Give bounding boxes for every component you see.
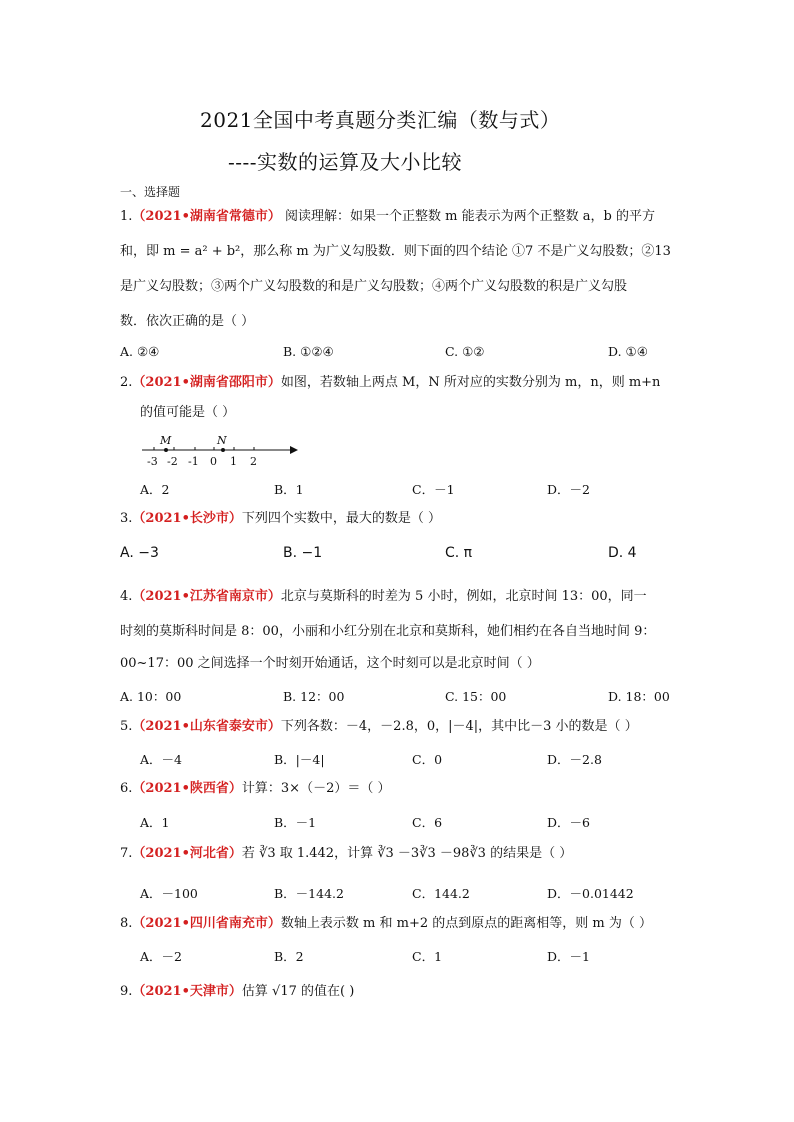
document-title: 2021全国中考真题分类汇编（数与式）: [200, 108, 561, 132]
question-number: 9.: [120, 984, 133, 999]
question-source: （2021•湖南省常德市）: [132, 209, 281, 224]
point-n: [221, 448, 225, 452]
tick-label: 1: [230, 455, 237, 468]
option-d: D．－2: [547, 482, 590, 497]
option-b: B. ①②④: [283, 344, 334, 359]
question-source: （2021•陕西省）: [132, 781, 242, 796]
point-m-label: M: [160, 434, 172, 447]
question-7-line-1: [120, 845, 572, 863]
question-number: 2.: [120, 375, 133, 390]
option-d: D. 18：00: [608, 689, 670, 704]
question-number: 1.: [120, 209, 133, 224]
question-text: 数轴上表示数 m 和 m+2 的点到原点的距离相等，则 m 为（ ）: [280, 916, 652, 931]
question-1-line-3: 是广义勾股数；③两个广义勾股数的和是广义勾股数；④两个广义勾股数的积是广义勾股: [120, 279, 628, 294]
document-subtitle: ----实数的运算及大小比较: [228, 150, 463, 174]
question-text: 如图，若数轴上两点 M，N 所对应的实数分别为 m，n，则 m+n: [280, 375, 661, 390]
option-b: B．|－4|: [274, 752, 325, 767]
option-a: A．2: [140, 482, 170, 497]
option-c: C. 15：00: [445, 689, 507, 704]
question-1-line-4: 数．依次正确的是（ ）: [120, 314, 255, 329]
question-text: 北京与莫斯科的时差为 5 小时，例如，北京时间 13：00，同一: [280, 589, 647, 604]
option-a: A. ②④: [120, 344, 160, 359]
question-text: 下列各数：－4，－2.8，0，|－4|，其中比－3 小的数是（ ）: [280, 719, 638, 734]
option-d: D. ①④: [608, 344, 648, 359]
question-4-line-3: 00~17：00 之间选择一个时刻开始通话，这个时刻可以是北京时间（ ）: [120, 656, 540, 671]
option-a: A. −3: [120, 545, 159, 561]
question-source: （2021•四川省南充市）: [132, 916, 281, 931]
option-b: B．－1: [274, 815, 317, 830]
tick-label: 2: [250, 455, 257, 468]
option-c: C. π: [445, 545, 473, 561]
question-source: （2021•山东省泰安市）: [132, 719, 281, 734]
question-text: 阅读理解：如果一个正整数 m 能表示为两个正整数 a，b 的平方: [280, 209, 655, 224]
number-line-figure: [140, 428, 300, 468]
option-b: B．2: [274, 949, 304, 964]
question-text: 下列四个实数中，最大的数是（ ）: [241, 511, 442, 526]
question-1-line-1: [120, 208, 655, 226]
option-c: C．1: [412, 949, 443, 964]
tick-label: 0: [210, 455, 217, 468]
question-3-line-1: [120, 510, 441, 528]
question-number: 3.: [120, 511, 133, 526]
option-d: D．－2.8: [547, 752, 602, 767]
question-2-line-2: 的值可能是（ ）: [140, 405, 236, 420]
option-c: C．0: [412, 752, 443, 767]
question-text: 估算 √17 的值在( ): [241, 984, 355, 999]
option-d: D．－6: [547, 815, 590, 830]
tick-label: -3: [147, 455, 158, 468]
option-d: D．－1: [547, 949, 590, 964]
option-a: A．1: [140, 815, 170, 830]
question-6-line-1: [120, 780, 390, 798]
option-b: B．－144.2: [274, 886, 344, 901]
option-b: B. 12：00: [283, 689, 345, 704]
option-d: D．－0.01442: [547, 886, 634, 901]
question-5-line-1: [120, 718, 638, 736]
option-c: C．144.2: [412, 886, 470, 901]
option-a: A．－100: [140, 886, 198, 901]
point-n-label: N: [217, 434, 227, 447]
tick-label: -2: [167, 455, 178, 468]
option-a: A．－4: [140, 752, 182, 767]
question-8-line-1: [120, 915, 652, 933]
question-text: 若 ∛3 取 1.442，计算 ∛3 －3∛3 －98∛3 的结果是（ ）: [241, 846, 573, 861]
question-number: 6.: [120, 781, 133, 796]
question-source: （2021•江苏省南京市）: [132, 589, 281, 604]
arrow-icon: [290, 446, 298, 454]
option-c: C．－1: [412, 482, 455, 497]
option-a: A．－2: [140, 949, 182, 964]
question-source: （2021•天津市）: [132, 984, 242, 999]
question-4-line-2: 时刻的莫斯科时间是 8：00，小丽和小红分别在北京和莫斯科，她们相约在各自当地时间 9：: [120, 624, 656, 639]
question-number: 4.: [120, 589, 133, 604]
option-c: C．6: [412, 815, 443, 830]
option-c: C. ①②: [445, 344, 485, 359]
question-source: （2021•河北省）: [132, 846, 242, 861]
question-2-line-1: [120, 374, 660, 392]
question-4-line-1: [120, 588, 647, 606]
option-b: B．1: [274, 482, 304, 497]
question-number: 5.: [120, 719, 133, 734]
question-number: 8.: [120, 916, 133, 931]
option-b: B. −1: [283, 545, 323, 561]
option-d: D. 4: [608, 545, 637, 561]
question-number: 7.: [120, 846, 133, 861]
tick-label: -1: [188, 455, 199, 468]
option-a: A. 10：00: [120, 689, 182, 704]
question-9-line-1: [120, 983, 354, 1001]
section-heading: 一、选择题: [120, 185, 181, 199]
point-m: [164, 448, 168, 452]
question-source: （2021•湖南省邵阳市）: [132, 375, 281, 390]
question-source: （2021•长沙市）: [132, 511, 242, 526]
question-text: 计算：3×（－2）＝（ ）: [241, 781, 391, 796]
question-1-line-2: 和，即 m = a² + b²，那么称 m 为广义勾股数．则下面的四个结论 ①7 不是广义勾股数；②13: [120, 244, 671, 259]
